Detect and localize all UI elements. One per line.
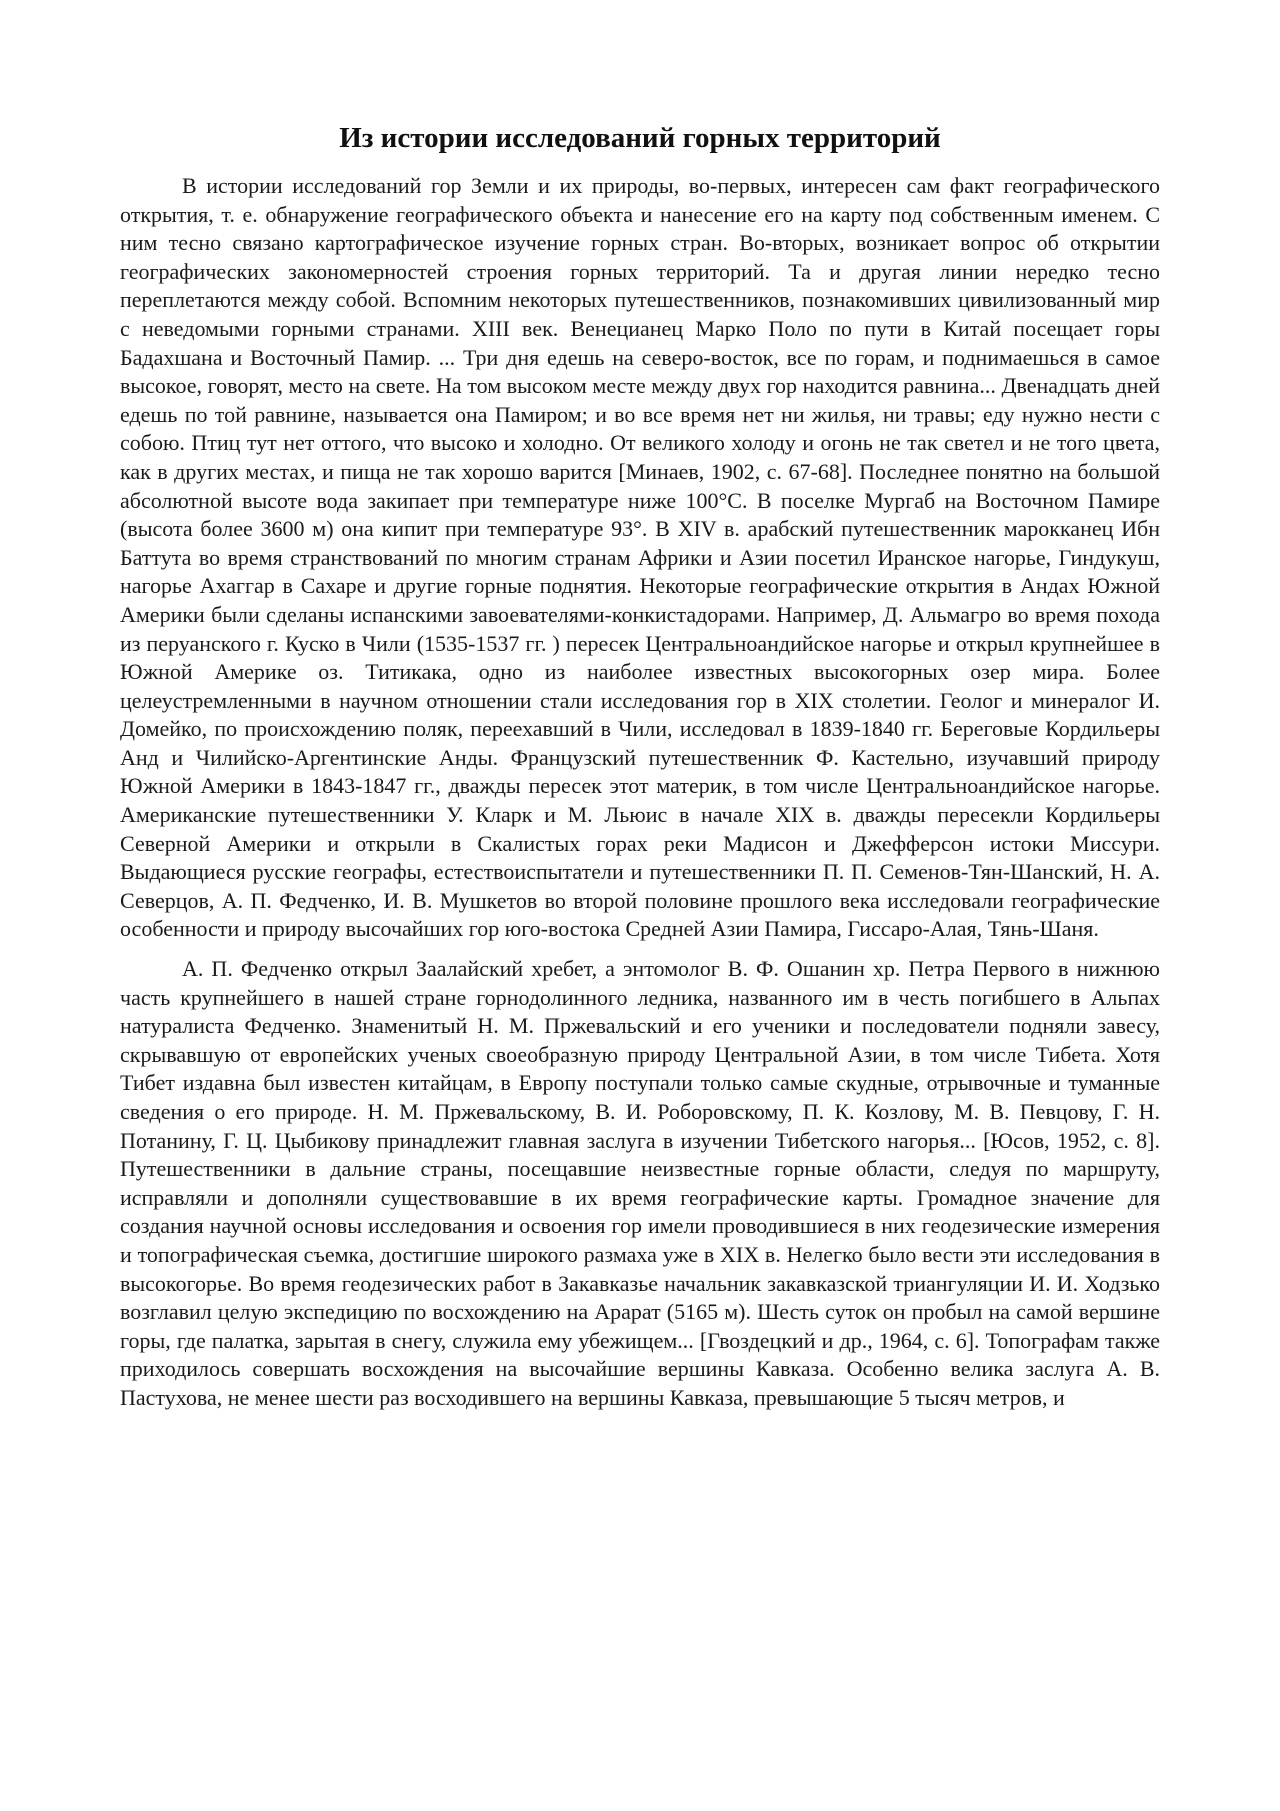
paragraph-2: А. П. Федченко открыл Заалайский хребет, а энтомолог В. Ф. Ошанин хр. Петра Первого в нижнюю часть крупнейшего в нашей стране горнодолинного ледника, названного им в честь погибшего в Альпах натуралиста Федченко. Знаменитый Н. М. Пржевальский и его ученики и последователи подняли завесу, скрывавшую от европейских ученых своеобразную природу Центральной Азии, в том числе Тибета. Хотя Тибет издавна был известен китайцам, в Европу поступали только самые скудные, отрывочные и туманные сведения о его природе. Н. М. Пржевальскому, В. И. Роборовскому, П. К. Козлову, М. В. Певцову, Г. Н. Потанину, Г. Ц. Цыбикову принадлежит главная заслуга в изучении Тибетского нагорья... [Юсов, 1952, с. 8]. Путешественники в дальние страны, посещавшие неизвестные горные области, следуя по маршруту, исправляли и дополняли существовавшие в их время географические карты. Громадное значение для создания научной основы исследования и освоения гор имели проводившиеся в них геодезические измерения и топографическая съемка, достигшие широкого размаха уже в XIX в. Нелегко было вести эти исследования в высокогорье. Во время геодезических работ в Закавказье начальник закавказской триангуляции И. И. Ходзько возглавил целую экспедицию по восхождению на Арарат (5165 м). Шесть суток он пробыл на самой вершине горы, где палатка, зарытая в снегу, служила ему убежищем... [Гвоздецкий и др., 1964, с. 6]. Топографам также приходилось совершать восхождения на высочайшие вершины Кавказа. Особенно велика заслуга А. В. Пастухова, не менее шести раз восходившего на вершины Кавказа, превышающие 5 тысяч метров, и [120, 956, 1160, 1410]
document-body [120, 172, 1160, 1413]
paragraph-1: В истории исследований гор Земли и их природы, во-первых, интересен сам факт географического открытия, т. е. обнаружение географического объекта и нанесение его на карту под собственным именем. С ним тесно связано картографическое изучение горных стран. Во-вторых, возникает вопрос об открытии географических закономерностей строения горных территорий. Та и другая линии нередко тесно переплетаются между собой. Вспомним некоторых путешественников, познакомивших цивилизованный мир с неведомыми горными странами. XIII век. Венецианец Марко Поло по пути в Китай посещает горы Бадахшана и Восточный Памир. ... Три дня едешь на северо-восток, все по горам, и поднимаешься в самое высокое, говорят, место на свете. На том высоком месте между двух гор находится равнина... Двенадцать дней едешь по той равнине, называется она Памиром; и во все время нет ни жилья, ни травы; еду нужно нести с собою. Птиц тут нет оттого, что высоко и холодно. От великого холоду и огонь не так светел и не того цвета, как в других местах, и пища не так хорошо варится [Минаев, 1902, с. 67-68]. Последнее понятно на большой абсолютной высоте вода закипает при температуре ниже 100°С. В поселке Мургаб на Восточном Памире (высота более 3600 м) она кипит при температуре 93°. В XIV в. арабский путешественник марокканец Ибн Баттута во время странствований по многим странам Африки и Азии посетил Иранское нагорье, Гиндукуш, нагорье Ахаггар в Сахаре и другие горные поднятия. Некоторые географические открытия в Андах Южной Америки были сделаны испанскими завоевателями-конкистадорами. Например, Д. Альмагро во время похода из перуанского г. Куско в Чили (1535-1537 гг. ) пересек Центральноандийское нагорье и открыл крупнейшее в Южной Америке оз. Титикака, одно из наиболее известных высокогорных озер мира. Более целеустремленными в научном отношении стали исследования гор в XIX столетии. Геолог и минералог И. Домейко, по происхождению поляк, переехавший в Чили, исследовал в 1839-1840 гг. Береговые Кордильеры Анд и Чилийско-Аргентинские Анды. Французский путешественник Ф. Кастельно, изучавший природу Южной Америки в 1843-1847 гг., дважды пересек этот материк, в том числе Центральноандийское нагорье. Американские путешественники У. Кларк и М. Льюис в начале XIX в. дважды пересекли Кордильеры Северной Америки и открыли в Скалистых горах реки Мадисон и Джефферсон истоки Миссури. Выдающиеся русские географы, естествоиспытатели и путешественники П. П. Семенов-Тян-Шанский, Н. А. Северцов, А. П. Федченко, И. В. Мушкетов во второй половине прошлого века исследовали географические особенности и природу высочайших гор юго-востока Средней Азии Памира, Гиссаро-Алая, Тянь-Шаня. [120, 173, 1160, 942]
document-title: Из истории исследований горных территорий [339, 122, 941, 154]
